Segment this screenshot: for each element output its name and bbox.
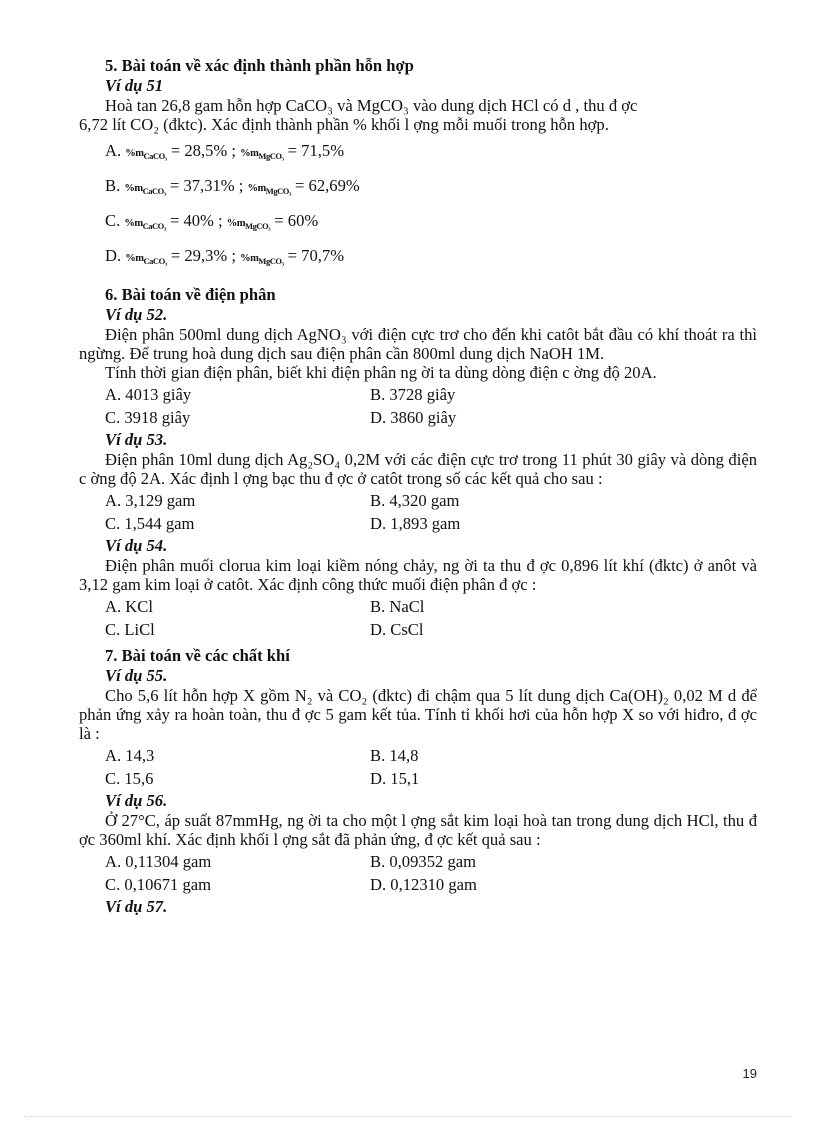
percent-mass-symbol: %m — [226, 218, 246, 230]
choice-item: C. 3918 giây — [105, 408, 191, 428]
example-51-label: Ví dụ 51 — [105, 76, 164, 95]
choice-item: C. 15,6 — [105, 769, 154, 789]
percent-mass-symbol: %m — [124, 183, 143, 195]
choice-letter: A. — [105, 141, 122, 160]
percent-mass-symbol: %m — [240, 148, 259, 159]
section-5-heading: 5. Bài toán về xác định thành phần hỗn hợp — [105, 56, 414, 75]
choice-item: B. 4,320 gam — [370, 491, 460, 511]
formula-subscript: CaCO₃ — [143, 151, 167, 162]
example-51-choices — [105, 141, 757, 271]
example-55-label: Ví dụ 55. — [105, 666, 168, 686]
percent-mass-symbol: %m — [124, 218, 143, 230]
example-54-label: Ví dụ 54. — [105, 536, 168, 556]
example-54-paragraph: Điện phân muối clorua kim loại kiềm nóng chảy, ng ời ta thu đ ợc 0,896 lít khí (đktc) ở anôt và 3,12 gam kim loại ở catôt. Xác định công thức muối điện phân đ ợc : — [79, 556, 757, 595]
choice-item: C. LiCl — [105, 620, 155, 640]
example-53-paragraph: Điện phân 10ml dung dịch Ag₂SO₄ 0,2M với các điện cực trơ trong 11 phút 30 giây và dòng điện c ờng độ 2A. Xác định l ợng bạc thu đ ợc ở catôt trong số các kết quả cho sau : — [79, 450, 757, 489]
formula-subscript: MgCO₃ — [265, 186, 291, 197]
footer-divider — [24, 1116, 792, 1117]
choice-item: D. 1,893 gam — [370, 514, 461, 534]
formula-subscript: CaCO₃ — [143, 256, 167, 267]
choice-item: A. 4013 giây — [105, 385, 192, 405]
choice-item: B. 14,8 — [370, 746, 419, 766]
page-content — [79, 56, 757, 917]
choice-item — [105, 176, 757, 201]
choice-item: D. CsCl — [370, 620, 424, 640]
choice-item: B. NaCl — [370, 597, 425, 617]
example-54-choices — [105, 597, 757, 639]
page-number: 19 — [742, 1066, 757, 1081]
example-56-paragraph: Ở 27°C, áp suất 87mmHg, ng ời ta cho một l ợng sắt kim loại hoà tan trong dung dịch HCl, thu đ ợc 360ml khí. Xác định khối l ợng sắt đã phản ứng, đ ợc kết quả sau : — [79, 811, 757, 850]
example-52-label: Ví dụ 52. — [105, 305, 168, 325]
choice-item: D. 3860 giây — [370, 408, 457, 428]
example-51-line-2: 6,72 lít CO₂ (đktc). Xác định thành phần % khối l ợng mỗi muối trong hỗn hợp. — [79, 115, 609, 134]
example-52-choices — [105, 385, 757, 427]
percent-mass-symbol: %m — [125, 148, 144, 159]
example-52-paragraph-1: Điện phân 500ml dung dịch AgNO₃ với điện cực trơ cho đến khi catôt bắt đầu có khí thoát ra thì ngừng. Để trung hoà dung dịch sau điện phân cần 800ml dung dịch NaOH 1M. — [79, 325, 757, 364]
formula-subscript: MgCO₃ — [258, 256, 284, 267]
example-53-choices — [105, 491, 757, 533]
choice-letter: C. — [105, 211, 121, 231]
choice-letter: D. — [105, 246, 122, 266]
choice-item: D. 0,12310 gam — [370, 875, 477, 895]
example-56-label: Ví dụ 56. — [105, 791, 168, 811]
choice-item — [105, 141, 757, 166]
choice-value: = 40% ; — [165, 211, 227, 231]
choice-item: A. 0,11304 gam — [105, 852, 212, 872]
section-6-heading: 6. Bài toán về điện phân — [105, 285, 276, 305]
choice-value: = 70,7% — [283, 246, 345, 266]
formula-subscript: CaCO₃ — [142, 186, 166, 197]
choice-value: = 29,3% ; — [166, 246, 241, 266]
choice-value: = 28,5% ; — [166, 141, 241, 160]
percent-mass-symbol: %m — [240, 253, 259, 265]
choice-item: B. 3728 giây — [370, 385, 456, 405]
percent-mass-symbol: %m — [125, 253, 144, 265]
choice-value: = 71,5% — [283, 141, 345, 160]
choice-item: A. 3,129 gam — [105, 491, 196, 511]
choice-item — [105, 246, 757, 271]
choice-item: B. 0,09352 gam — [370, 852, 477, 872]
formula-subscript: CaCO₃ — [142, 221, 166, 232]
example-51-line-1: Hoà tan 26,8 gam hỗn hợp CaCO₃ và MgCO₃ vào dung dịch HCl có d , thu đ ợc — [105, 96, 638, 115]
choice-value: = 62,69% — [290, 176, 360, 196]
formula-subscript: MgCO₃ — [258, 151, 284, 162]
example-52-paragraph-2: Tính thời gian điện phân, biết khi điện phân ng ời ta dùng dòng điện c ờng độ 20A. — [105, 363, 657, 383]
example-53-label: Ví dụ 53. — [105, 430, 168, 450]
choice-item: A. 14,3 — [105, 746, 155, 766]
choice-item: C. 0,10671 gam — [105, 875, 212, 895]
choice-value: = 37,31% ; — [165, 176, 248, 196]
choice-value: = 60% — [270, 211, 319, 231]
percent-mass-symbol: %m — [247, 183, 266, 195]
choice-letter: B. — [105, 176, 121, 196]
example-55-choices — [105, 746, 757, 788]
choice-item — [105, 211, 757, 236]
section-7-heading: 7. Bài toán về các chất khí — [105, 646, 290, 666]
example-55-paragraph: Cho 5,6 lít hỗn hợp X gồm N₂ và CO₂ (đktc) đi chậm qua 5 lít dung dịch Ca(OH)₂ 0,02 M d để phản ứng xảy ra hoàn toàn, thu đ ợc 5 gam kết tủa. Tính tỉ khối hơi của hỗn hợp X so với hiđro, đ ợc là : — [79, 686, 757, 744]
choice-item: A. KCl — [105, 597, 153, 617]
choice-item: D. 15,1 — [370, 769, 420, 789]
choice-item: C. 1,544 gam — [105, 514, 195, 534]
example-56-choices — [105, 852, 757, 894]
example-57-label: Ví dụ 57. — [105, 897, 168, 917]
formula-subscript: MgCO₃ — [245, 221, 271, 232]
